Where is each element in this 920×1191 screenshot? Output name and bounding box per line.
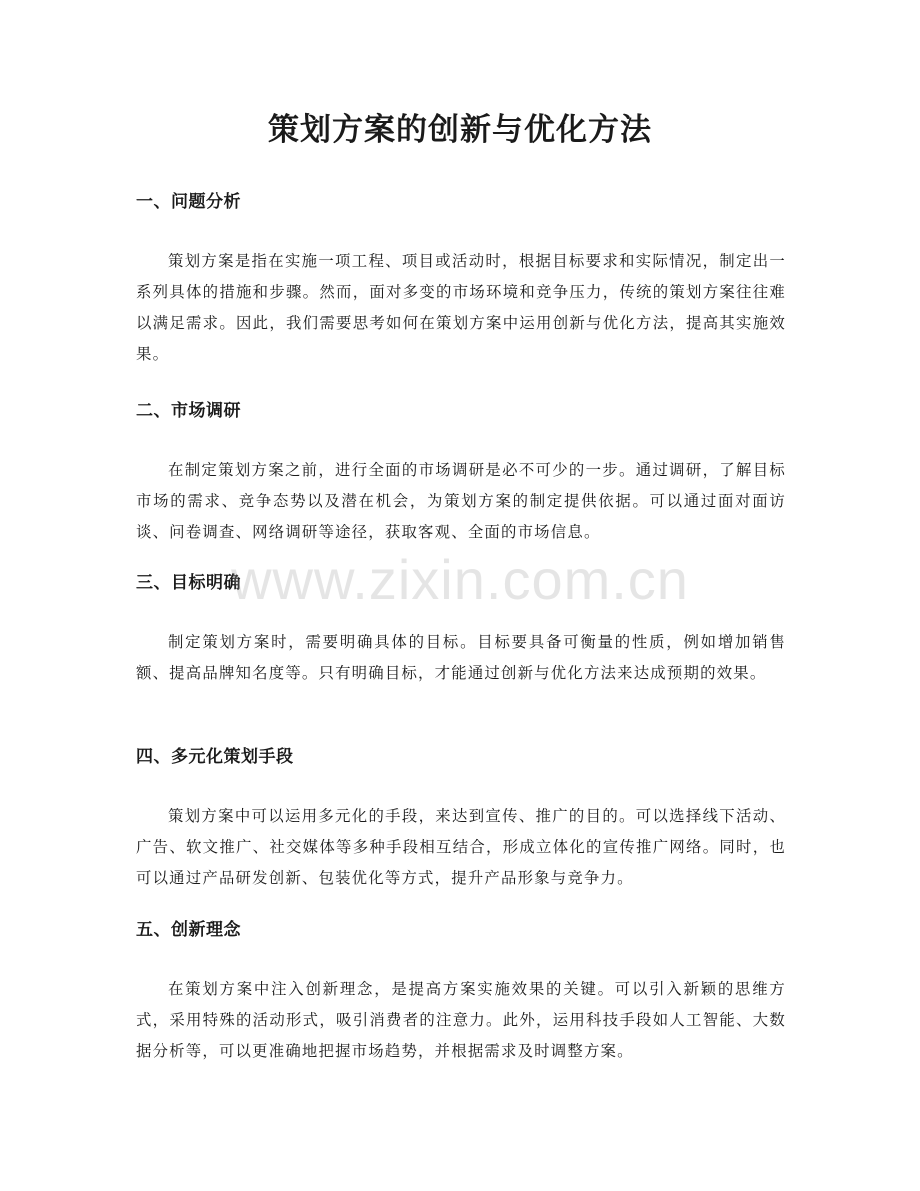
section-heading: 五、创新理念 — [136, 920, 241, 940]
section-paragraph: 制定策划方案时，需要明确具体的目标。目标要具备可衡量的性质，例如增加销售额、提高品牌知名度等。只有明确目标，才能通过创新与优化方法来达成预期的效果。 — [136, 633, 786, 682]
section-problem-analysis — [136, 190, 786, 370]
document-title: 策划方案的创新与优化方法 — [268, 112, 652, 148]
section-innovation-concept — [136, 918, 786, 1067]
section-heading: 四、多元化策划手段 — [136, 747, 294, 767]
section-heading: 三、目标明确 — [136, 573, 241, 593]
section-heading: 二、市场调研 — [136, 401, 241, 421]
section-paragraph: 在策划方案中注入创新理念，是提高方案实施效果的关键。可以引入新颖的思维方式，采用特殊的活动形式，吸引消费者的注意力。此外，运用科技手段如人工智能、大数据分析等，可以更准确地把握市场趋势，并根据需求及时调整方案。 — [136, 980, 786, 1060]
section-paragraph: 在制定策划方案之前，进行全面的市场调研是必不可少的一步。通过调研，了解目标市场的需求、竞争态势以及潜在机会，为策划方案的制定提供依据。可以通过面对面访谈、问卷调查、网络调研等途径，获取客观、全面的市场信息。 — [136, 461, 786, 541]
watermark: www.zixin.com.cn — [231, 548, 689, 611]
section-diversified-means — [136, 745, 786, 894]
section-paragraph: 策划方案是指在实施一项工程、项目或活动时，根据目标要求和实际情况，制定出一系列具体的措施和步骤。然而，面对多变的市场环境和竞争压力，传统的策划方案往往难以满足需求。因此，我们需要思考如何在策划方案中运用创新与优化方法，提高其实施效果。 — [136, 252, 786, 363]
section-clear-goals — [136, 571, 786, 689]
section-paragraph: 策划方案中可以运用多元化的手段，来达到宣传、推广的目的。可以选择线下活动、广告、软文推广、社交媒体等多种手段相互结合，形成立体化的宣传推广网络。同时，也可以通过产品研发创新、包装优化等方式，提升产品形象与竞争力。 — [136, 807, 786, 887]
section-market-research — [136, 399, 786, 548]
section-heading: 一、问题分析 — [136, 192, 241, 212]
